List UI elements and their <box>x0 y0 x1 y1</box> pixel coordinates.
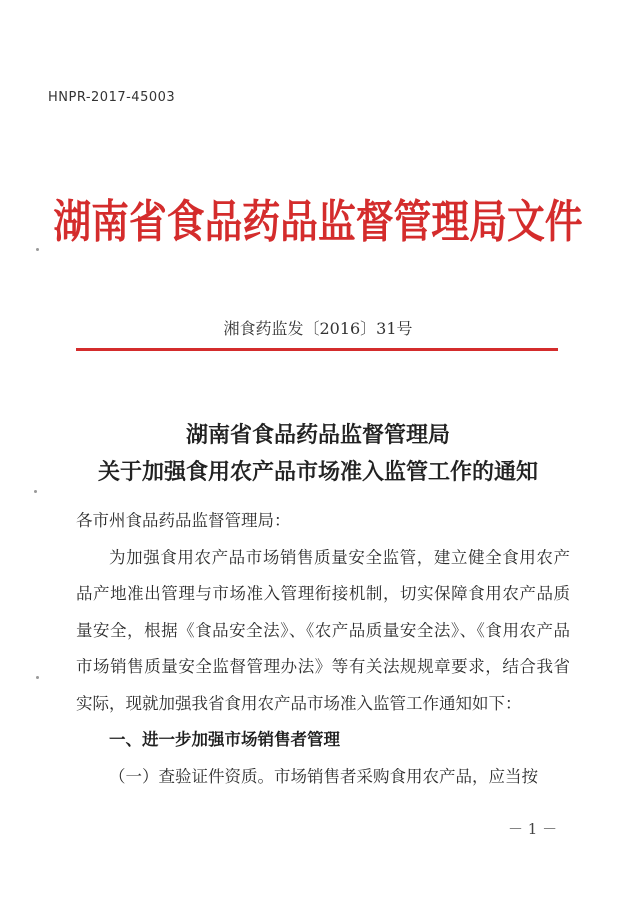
addressee: 各市州食品药品监督管理局： <box>76 511 291 530</box>
notice-title-line-1: 湖南省食品药品监督管理局 <box>185 422 450 448</box>
body-paragraph-1: 为加强食用农产品市场销售质量安全监管，建立健全食用农产品产地准出管理与市场准入管理衔接机制，切实保障食用农产品质量安全，根据《食品安全法》、《农产品质量安全法》、《食用农产品市场销售质量安全监督管理办法》等有关法规规章要求，结合我省实际，现就加强我省食用农产品市场准入监管工作通知如下： <box>76 547 570 713</box>
page-number: － 1 － <box>508 820 558 838</box>
scan-speck <box>36 248 39 251</box>
document-number: 湘食药监发〔2016〕31号 <box>223 319 413 338</box>
notice-title-line-2: 关于加强食用农产品市场准入监管工作的通知 <box>97 459 538 485</box>
scan-speck <box>34 490 37 493</box>
notice-body <box>76 503 570 795</box>
section-heading-1: 一、进一步加强市场销售者管理 <box>109 730 340 749</box>
red-divider <box>76 348 558 351</box>
scan-speck <box>36 676 39 679</box>
document-code: HNPR-2017-45003 <box>48 90 176 105</box>
body-paragraph-2: （一）查验证件资质。市场销售者采购食用农产品，应当按 <box>109 766 538 786</box>
issuer-title: 湖南省食品药品监督管理局文件 <box>53 195 583 248</box>
